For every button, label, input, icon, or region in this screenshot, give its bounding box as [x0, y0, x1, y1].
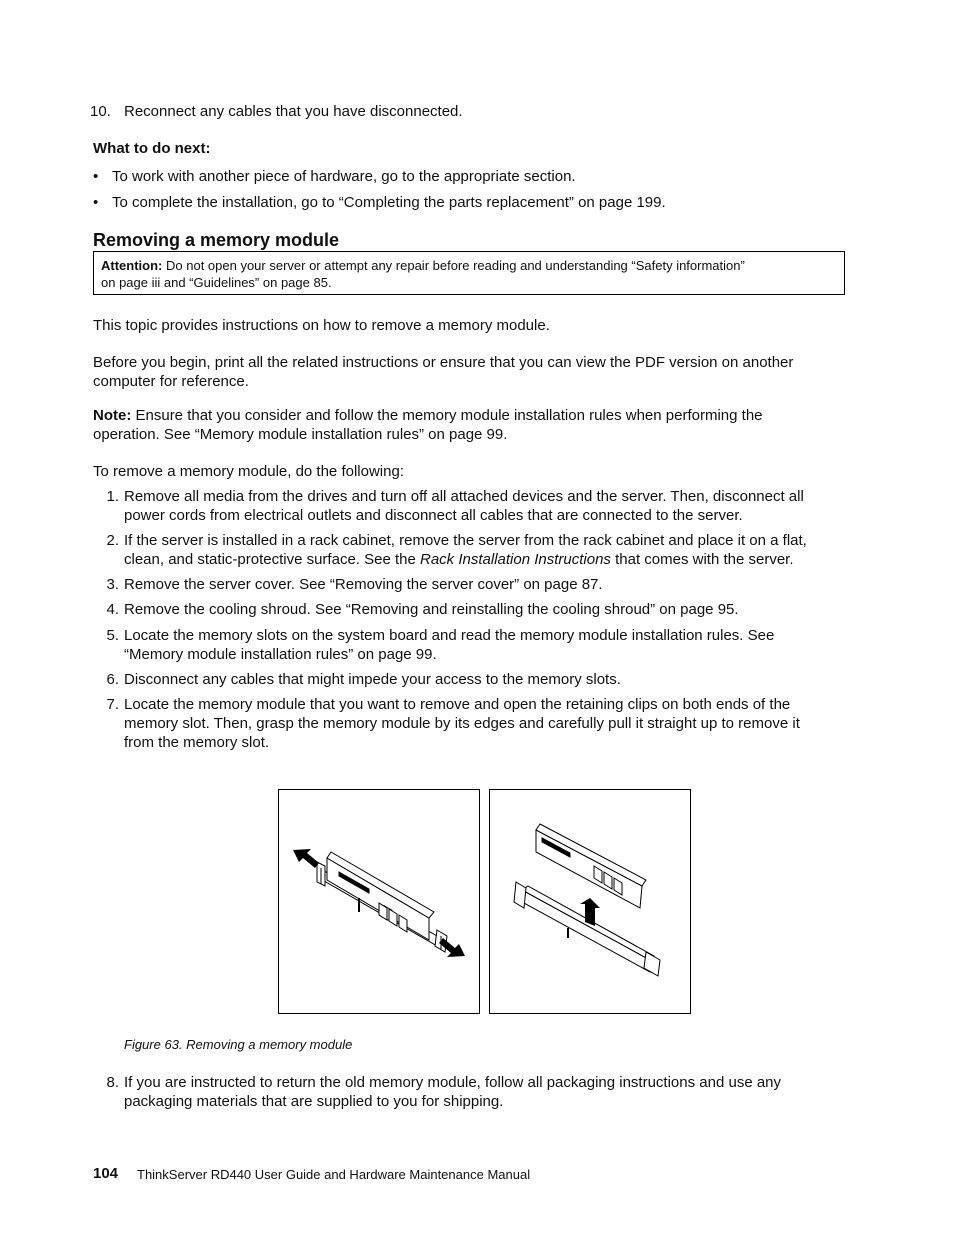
what-to-do-next-heading: What to do next: [93, 140, 211, 157]
step-4-text: Remove the cooling shroud. See “Removing and reinstalling the cooling shroud” on page 95. [124, 601, 739, 618]
note-text-1: Ensure that you consider and follow the memory module installation rules when performing the [135, 407, 763, 424]
next-bullet-2: To complete the installation, go to “Completing the parts replacement” on page 199. [112, 194, 666, 211]
step-1-number: 1. [106, 488, 119, 505]
attention-line-2: on page iii and “Guidelines” on page 85. [101, 275, 332, 290]
to-remove-intro: To remove a memory module, do the following: [93, 463, 404, 480]
step-8-text [124, 1073, 844, 1111]
rack-installation-instructions-title: Rack Installation Instructions [420, 551, 611, 568]
figure-panel-open-clips [278, 789, 480, 1014]
attention-line-1: Do not open your server or attempt any repair before reading and understanding “Safety information” [166, 258, 745, 273]
section-title: Removing a memory module [93, 230, 340, 250]
memory-clips-open-illustration [279, 790, 479, 1013]
before-line-2: computer for reference. [93, 373, 249, 390]
step-3-text: Remove the server cover. See “Removing the server cover” on page 87. [124, 576, 603, 593]
figure-caption: Figure 63. Removing a memory module [124, 1037, 353, 1052]
step-6-text: Disconnect any cables that might impede your access to the memory slots. [124, 671, 621, 688]
next-bullet-1: To work with another piece of hardware, go to the appropriate section. [112, 168, 576, 185]
note-label: Note: [93, 407, 132, 424]
note-line-1 [93, 406, 763, 425]
step-5-number: 5. [106, 627, 119, 644]
step-10-text: Reconnect any cables that you have disconnected. [124, 103, 463, 120]
step-2-line-1: If the server is installed in a rack cabinet, remove the server from the rack cabinet and place it on a flat, [124, 532, 807, 549]
step-2-line-2a: clean, and static-protective surface. See the [124, 551, 420, 568]
step-2-line-2 [124, 550, 844, 569]
note-line-2: operation. See “Memory module installation rules” on page 99. [93, 426, 508, 443]
step-7-text [124, 695, 844, 752]
memory-module-lift-illustration [490, 790, 690, 1013]
step-7-line-3: from the memory slot. [124, 734, 270, 751]
figure-panel-lift-module [489, 789, 691, 1014]
step-1-line-1: Remove all media from the drives and turn off all attached devices and the server. Then, disconnect all [124, 488, 804, 505]
page-number: 104 [93, 1165, 119, 1182]
step-6-number: 6. [106, 671, 119, 688]
step-5-text [124, 626, 844, 664]
step-2-line-2b: that comes with the server. [610, 551, 794, 568]
step-10-number: 10. [90, 103, 111, 120]
arrow-out-left-icon [293, 849, 319, 868]
before-line-1: Before you begin, print all the related instructions or ensure that you can view the PDF version on another [93, 354, 794, 371]
intro-paragraph: This topic provides instructions on how to remove a memory module. [93, 317, 550, 334]
step-5-line-2: “Memory module installation rules” on page 99. [124, 646, 437, 663]
step-4-number: 4. [106, 601, 119, 618]
step-2-number: 2. [106, 532, 119, 549]
step-2-text [124, 531, 844, 569]
step-7-line-2: memory slot. Then, grasp the memory module by its edges and carefully pull it straight up to remove it [124, 715, 800, 732]
step-7-line-1: Locate the memory module that you want to remove and open the retaining clips on both ends of the [124, 696, 791, 713]
step-1-line-2: power cords from electrical outlets and disconnect all cables that are connected to the server. [124, 507, 743, 524]
step-8-line-1: If you are instructed to return the old memory module, follow all packaging instructions and use any [124, 1074, 782, 1091]
step-8-number: 8. [106, 1074, 119, 1091]
bullet-1: • [93, 168, 99, 185]
attention-label: Attention: [101, 258, 163, 273]
step-5-line-1: Locate the memory slots on the system board and read the memory module installation rules. See [124, 627, 775, 644]
step-8-line-2: packaging materials that are supplied to you for shipping. [124, 1093, 504, 1110]
footer-manual-title: ThinkServer RD440 User Guide and Hardware Maintenance Manual [137, 1167, 531, 1182]
bullet-2: • [93, 194, 99, 211]
step-3-number: 3. [106, 576, 119, 593]
attention-box [93, 251, 845, 295]
step-1-text [124, 487, 844, 525]
step-7-number: 7. [106, 696, 119, 713]
